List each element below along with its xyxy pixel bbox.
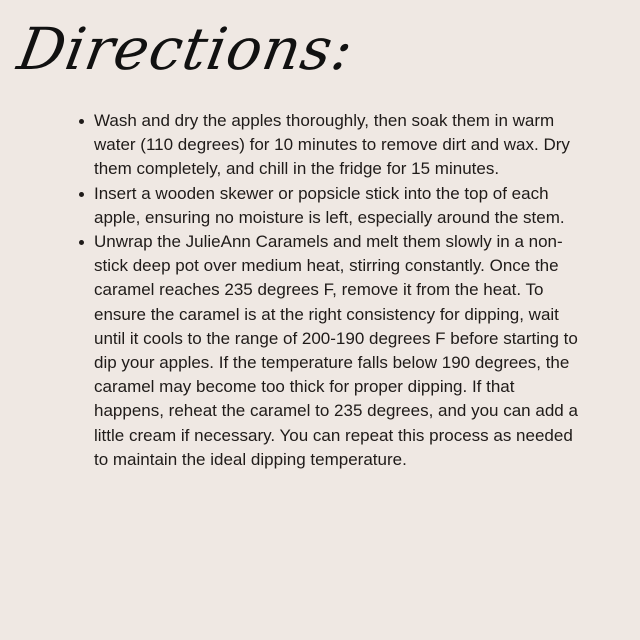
direction-step-text: Insert a wooden skewer or popsicle stick into the top of each apple, ensuring no moisture is left, especially around the stem. xyxy=(94,183,565,227)
bullet-icon xyxy=(79,240,84,245)
directions-list xyxy=(94,109,584,472)
direction-step-text: Unwrap the JulieAnn Caramels and melt them slowly in a non-stick deep pot over medium heat, stirring constantly. Once the caramel reaches 235 degrees F, remove it from the heat. To ensure the caramel is at the right consistency for dipping, wait until it cools to the range of 200-190 degrees F before starting to dip your apples. If the temperature falls below 190 degrees, the caramel may become too thick for proper dipping. If that happens, reheat the caramel to 235 degrees, and you can add a little cream if necessary. You can repeat this process as needed to maintain the ideal dipping temperature. xyxy=(94,232,578,469)
direction-step xyxy=(94,182,584,230)
direction-step-text: Wash and dry the apples thoroughly, then soak them in warm water (110 degrees) for 10 minutes to remove dirt and wax. Dry them completely, and chill in the fridge for 15 minutes. xyxy=(94,111,570,179)
direction-step xyxy=(94,109,584,182)
directions-title: Directions: xyxy=(12,15,359,83)
bullet-icon xyxy=(79,119,84,124)
direction-step xyxy=(94,230,584,472)
bullet-icon xyxy=(79,192,84,197)
